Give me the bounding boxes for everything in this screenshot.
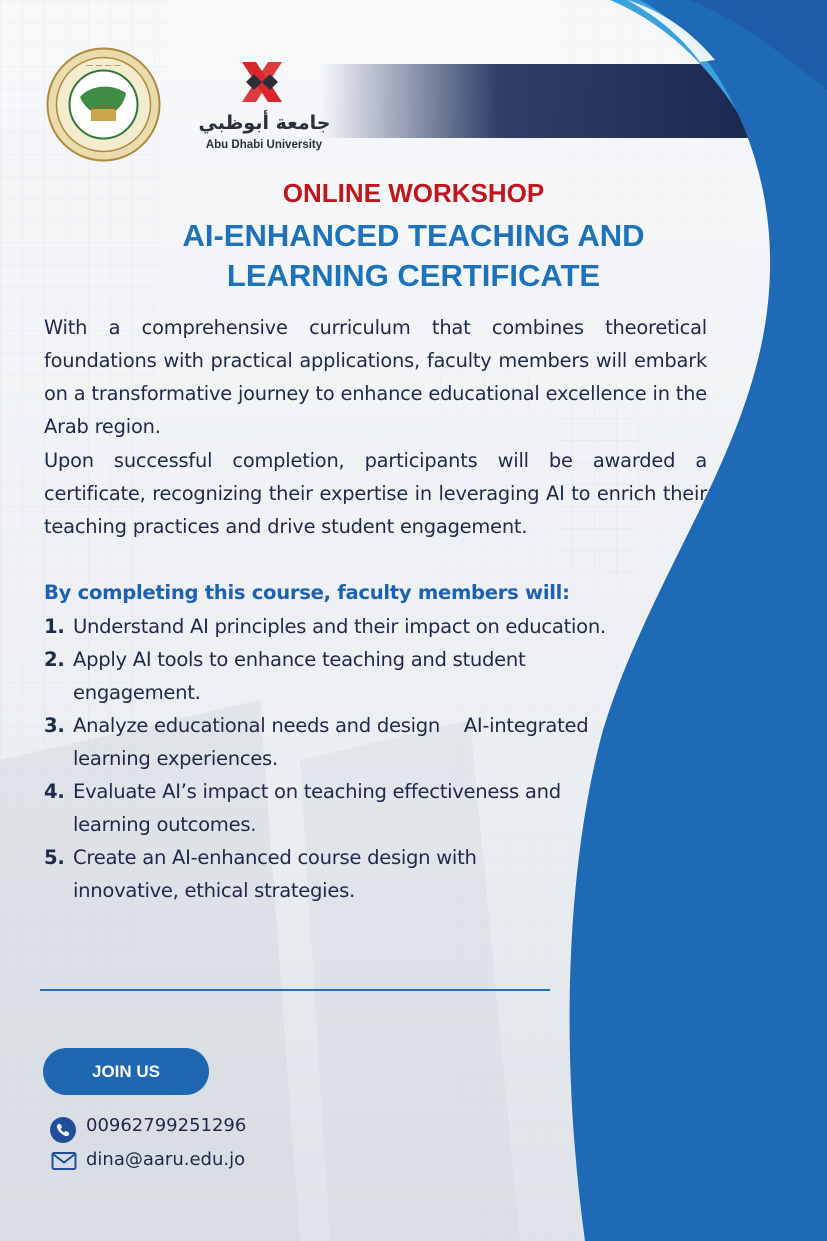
divider (40, 989, 550, 991)
adu-english-name: Abu Dhabi University (205, 139, 323, 151)
adu-arabic-name: جامعة أبوظبي (198, 112, 331, 134)
svg-text:— — — —: — — — — (86, 61, 121, 69)
outcomes-heading: By completing this course, faculty members will: (44, 581, 570, 604)
list-number: 2. (44, 648, 65, 671)
page-title (140, 216, 687, 296)
phone-number[interactable]: 00962799251296 (86, 1115, 247, 1136)
list-item (44, 709, 644, 775)
outcomes-list (44, 610, 644, 907)
list-item (44, 841, 644, 907)
email-address[interactable]: dina@aaru.edu.jo (86, 1149, 246, 1170)
list-text: Apply AI tools to enhance teaching and student engagement. (73, 648, 526, 704)
phone-icon (50, 1117, 76, 1143)
list-number: 1. (44, 615, 65, 638)
list-number: 4. (44, 780, 65, 803)
list-text: Understand AI principles and their impact on education. (73, 615, 606, 638)
certificate-paragraph: Upon successful completion, participants will be awarded a certificate, recognizing their expertise in leveraging AI to enrich their teaching practices and drive student engagement. (44, 449, 707, 538)
list-item (44, 775, 644, 841)
list-text: Create an AI-enhanced course design with innovative, ethical strategies. (73, 846, 477, 902)
list-number: 3. (44, 714, 65, 737)
list-text: Analyze educational needs and design AI-integrated learning experiences. (73, 714, 595, 770)
list-number: 5. (44, 846, 65, 869)
adu-x-mark-icon (236, 56, 288, 108)
envelope-icon (51, 1151, 77, 1171)
join-us-button[interactable]: JOIN US (43, 1048, 209, 1095)
title-line-2: LEARNING CERTIFICATE (226, 258, 601, 293)
list-item (44, 643, 644, 709)
list-text: Evaluate AI’s impact on teaching effectiveness and learning outcomes. (73, 780, 561, 836)
intro-paragraph: With a comprehensive curriculum that combines theoretical foundations with practical applications, faculty members will embark on a transformative journey to enhance educational excellence in the Arab region. (44, 316, 707, 438)
list-item (44, 610, 644, 643)
workshop-eyebrow: ONLINE WORKSHOP (282, 178, 545, 208)
title-line-1: AI-ENHANCED TEACHING AND (182, 218, 645, 253)
